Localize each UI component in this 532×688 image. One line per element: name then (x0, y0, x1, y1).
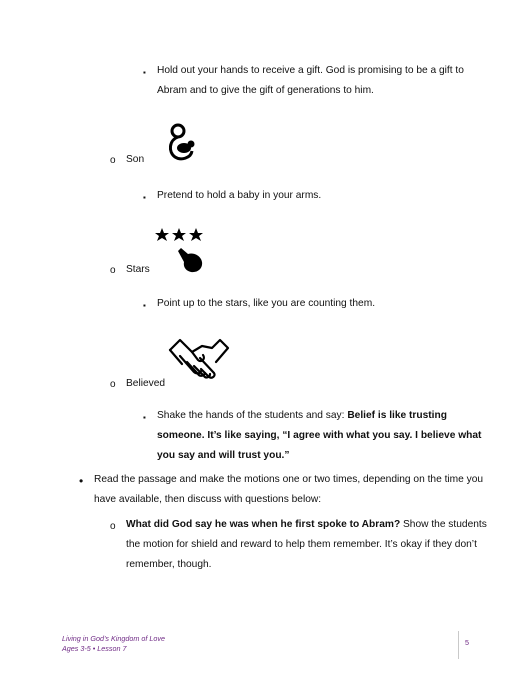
believed-line-1 (157, 406, 497, 426)
believed-bold-text-3: you say and will trust you.” (157, 450, 290, 461)
read-passage-instruction (94, 470, 514, 510)
circle-bullet: o (110, 155, 116, 166)
page-number: 5 (465, 638, 469, 647)
footer-title: Living in God’s Kingdom of Love (62, 634, 165, 643)
son-label: Son (126, 154, 145, 165)
stars-label: Stars (126, 264, 150, 275)
question-plain-text: Show the students (400, 519, 487, 530)
stars-instruction: Point up to the stars, like you are counting them. (157, 298, 376, 309)
believed-bold-text-1: Belief is like trusting (347, 410, 447, 421)
believed-line-3 (157, 446, 497, 466)
read-line-2: have available, then discuss with questions below: (94, 494, 322, 505)
believed-line-2 (157, 426, 497, 446)
square-bullet: ▪ (143, 301, 146, 310)
question-line-2: the motion for shield and reward to help them remember. It’s okay if they don’t (126, 539, 477, 550)
footer-subtitle: Ages 3-5 • Lesson 7 (62, 644, 127, 653)
dot-bullet: • (79, 474, 84, 488)
son-instruction: Pretend to hold a baby in your arms. (157, 190, 322, 201)
gift-line-2: Abram and to give the gift of generations to him. (157, 85, 374, 96)
question-line-3: remember, though. (126, 559, 212, 570)
question-line-1 (126, 515, 506, 535)
believed-label: Believed (126, 378, 166, 389)
handshake-icon (168, 336, 230, 382)
question-bold-text: What did God say he was when he first spoke to Abram? (126, 519, 401, 530)
believed-instruction (157, 406, 497, 466)
parent-holding-baby-icon (165, 122, 197, 162)
circle-bullet: o (110, 379, 116, 390)
read-line-1: Read the passage and make the motions one or two times, depending on the time you (94, 474, 484, 485)
gift-line-1: Hold out your hands to receive a gift. God is promising to be a gift to (157, 65, 464, 76)
square-bullet: ▪ (143, 413, 146, 422)
square-bullet: ▪ (143, 193, 146, 202)
discussion-question (126, 515, 506, 575)
gift-instruction (157, 61, 497, 101)
circle-bullet: o (110, 265, 116, 276)
stars-pointing-hand-icon (154, 226, 206, 274)
footer-divider (458, 631, 459, 659)
believed-bold-text-2: someone. It’s like saying, “I agree with what you say. I believe what (157, 430, 482, 441)
circle-bullet: o (110, 521, 116, 532)
square-bullet: ▪ (143, 68, 146, 77)
believed-plain-text: Shake the hands of the students and say: (157, 410, 348, 421)
